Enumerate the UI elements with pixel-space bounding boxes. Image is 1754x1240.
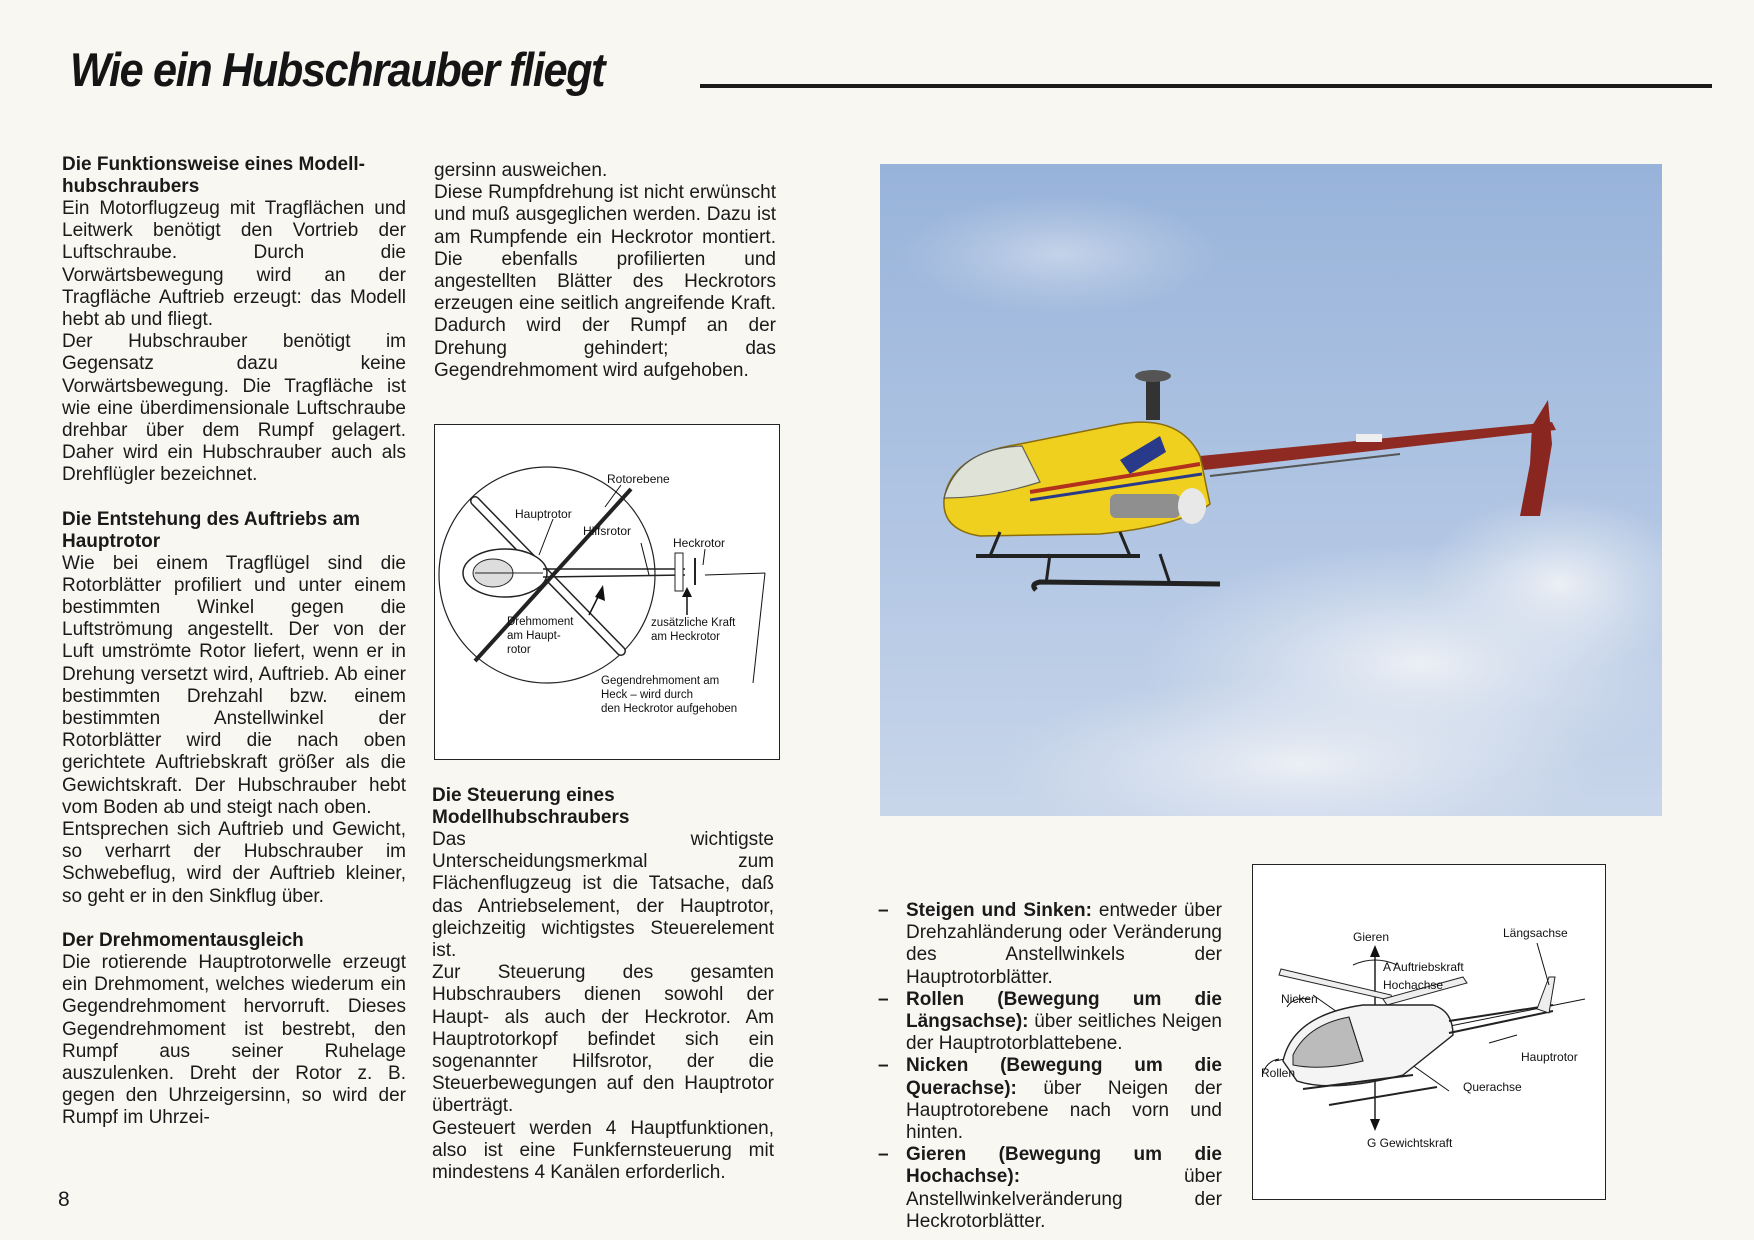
axes-diagram xyxy=(1252,864,1606,1200)
column-1 xyxy=(62,154,406,1130)
label-gieren: Gieren xyxy=(1353,930,1390,944)
label-querachse: Querachse xyxy=(1463,1080,1522,1094)
control-functions-list xyxy=(878,900,1222,1233)
paragraph: Entsprechen sich Auftrieb und Gewicht, so verharrt der Hubschrauber im Schwebeflug, wird der Auftrieb kleiner, so geht er in den Sinkflug über. xyxy=(62,819,406,907)
column-2-top xyxy=(434,160,776,382)
list-item: – Steigen und Sinken: entweder über Drehzahländerung oder Veränderung des Anstellwinkels der Hauptrotorblätter. xyxy=(878,900,1222,988)
label-hochachse: Hochachse xyxy=(1383,978,1444,992)
section-heading-drehmomentausgleich: Der Drehmomentausgleich xyxy=(62,929,304,951)
label-nicken: Nicken xyxy=(1281,992,1318,1006)
column-2-bottom xyxy=(432,785,774,1184)
helicopter-photo xyxy=(880,164,1662,816)
paragraph: Gesteuert werden 4 Hauptfunktionen, also ist eine Funkfernsteuerung mit mindestens 4 Kanälen erforderlich. xyxy=(432,1117,774,1184)
label-drehmoment-2: am Haupt- xyxy=(507,630,561,642)
label-gegendrehmoment-2: Heck – wird durch xyxy=(601,689,694,701)
paragraph: Diese Rumpfdrehung ist nicht erwünscht und muß ausgeglichen werden. Dazu ist am Rumpfende ein Heckrotor montiert. Die ebenfalls profilierten und angestellten Blätter des Heckrotors erzeugen eine seitlich angreifende Kraft. Dadurch wird der Rumpf an der Drehung gehindert; das Gegendrehmoment wird aufgehoben. xyxy=(434,182,776,381)
label-hilfsrotor: Hilfsrotor xyxy=(583,524,632,538)
label-zusaetzliche-1: zusätzliche Kraft xyxy=(651,617,736,629)
paragraph: Die rotierende Hauptrotorwelle erzeugt ein Drehmoment, welches wiederum ein Gegendrehmoment hervorruft. Dieses Gegendrehmoment ist bestrebt, den Rumpf aus seiner Ruhelage auszulenken. Dreht der Rotor z. B. gegen den Uhrzeigersinn, so wird der Rumpf im Uhrzei- xyxy=(62,951,406,1129)
label-drehmoment-3: rotor xyxy=(507,644,531,656)
section-heading-steuerung: Die Steuerung eines Modellhubschraubers xyxy=(432,785,630,828)
label-gegendrehmoment-3: den Heckrotor aufgehoben xyxy=(601,703,738,715)
label-gewichtskraft: G Gewichtskraft xyxy=(1367,1136,1453,1150)
paragraph: gersinn ausweichen. xyxy=(434,160,608,181)
label-zusaetzliche-2: am Heckrotor xyxy=(651,631,721,643)
torque-diagram xyxy=(434,424,780,760)
label-hauptrotor: Hauptrotor xyxy=(515,507,572,521)
label-heckrotor: Heckrotor xyxy=(673,536,726,550)
title-rule xyxy=(700,84,1712,88)
page-number: 8 xyxy=(58,1188,70,1211)
page-title: Wie ein Hubschrauber fliegt xyxy=(70,43,605,96)
list-item: – Rollen (Bewegung um die Längsachse): über seitliches Neigen der Hauptrotorblattebene. xyxy=(878,988,1222,1055)
paragraph: Zur Steuerung des gesamten Hubschraubers dienen sowohl der Haupt- als auch der Heckrotor. Am Hauptrotorkopf befindet sich ein sogenannter Hilfsrotor, der die Steuerbewegungen auf den Hauptrotor überträgt. xyxy=(432,962,774,1117)
paragraph: Das wichtigste Unterscheidungsmerkmal zum Flächenflugzeug ist die Tatsache, daß das Antriebselement, der Hauptrotor, gleichzeitig wichtigstes Steuerelement ist. xyxy=(432,829,774,962)
label-rollen: Rollen xyxy=(1261,1066,1296,1080)
section-heading-funktionsweise: Die Funktionsweise eines Modell-hubschraubers xyxy=(62,154,366,197)
label-hauptrotor: Hauptrotor xyxy=(1521,1050,1578,1064)
label-rotorebene: Rotorebene xyxy=(607,472,670,486)
label-drehmoment-1: Drehmoment xyxy=(507,616,574,628)
label-laengsachse: Längsachse xyxy=(1503,926,1568,940)
list-item: – Gieren (Bewegung um die Hochachse): über Anstellwinkelveränderung der Heckrotorblätter. xyxy=(878,1144,1222,1232)
paragraph: Ein Motorflugzeug mit Tragflächen und Leitwerk benötigt den Vortrieb der Luftschraube. Durch die Vorwärtsbewegung wird an der Tragfläche Auftrieb erzeugt: das Modell hebt ab und fliegt. xyxy=(62,198,406,331)
paragraph: Der Hubschrauber benötigt im Gegensatz dazu keine Vorwärtsbewegung. Die Tragfläche ist wie eine überdimensionale Luftschraube drehbar über dem Rumpf gelagert. Daher wird ein Hubschrauber auch als Drehflügler bezeichnet. xyxy=(62,331,406,486)
list-item: – Nicken (Bewegung um die Querachse): über Neigen der Hauptrotorebene nach vorn und hinten. xyxy=(878,1055,1222,1144)
paragraph: Wie bei einem Tragflügel sind die Rotorblätter profiliert und unter einem bestimmten Winkel gegen die Luftströmung angestellt. Der von der Luft umströmte Rotor liefert, wenn er in Drehung versetzt wird, Auftrieb. Ab einer bestimmten Drehzahl bzw. einem bestimmten Anstellwinkel der Rotorblätter wird die nach oben gerichtete Auftriebskraft größer als die Gewichtskraft. Der Hubschrauber hebt vom Boden ab und steigt nach oben. xyxy=(62,552,406,818)
label-auftriebskraft: A Auftriebskraft xyxy=(1383,960,1464,974)
label-gegendrehmoment-1: Gegendrehmoment am xyxy=(601,675,720,687)
section-heading-auftrieb: Die Entstehung des Auftriebs am Hauptrotor xyxy=(62,508,361,552)
